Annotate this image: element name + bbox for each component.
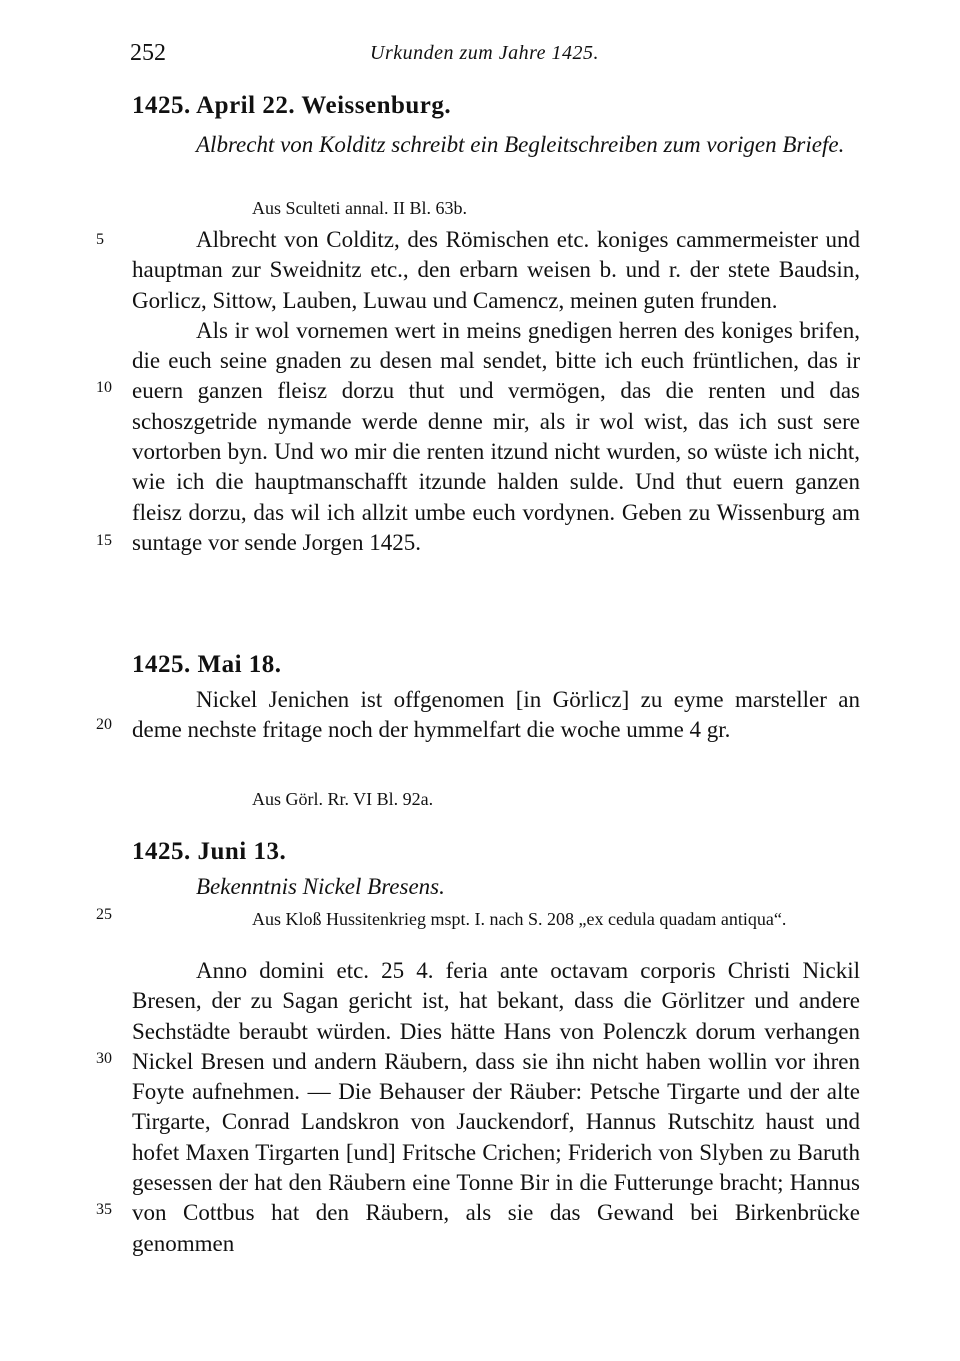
entry-summary-april-22: Albrecht von Kolditz schreibt ein Begleitschreiben zum vorigen Briefe. xyxy=(196,132,845,157)
entry-heading-juni-13: 1425. Juni 13. xyxy=(132,838,287,865)
entry-source-april-22: Aus Sculteti annal. II Bl. 63b. xyxy=(252,198,467,218)
page-number: 252 xyxy=(130,40,166,66)
entry-body-mai-18 xyxy=(132,685,860,746)
running-head xyxy=(130,40,860,74)
entry-body-april-22 xyxy=(132,225,860,558)
line-number-marker: 35 xyxy=(96,1201,112,1218)
entry-body-juni-13 xyxy=(132,956,860,1259)
record-paragraph: Nickel Jenichen ist offgenomen [in Görlicz] zu eyme marsteller an deme nechste fritage noch der hymmelfart die woche umme 4 gr. xyxy=(132,687,860,743)
line-number-marker: 30 xyxy=(96,1050,112,1067)
line-number-marker: 5 xyxy=(96,231,104,248)
line-number-marker: 15 xyxy=(96,532,112,549)
line-number-marker: 25 xyxy=(96,906,112,923)
entry-heading-mai-18: 1425. Mai 18. xyxy=(132,651,282,678)
line-number-marker: 20 xyxy=(96,716,112,733)
running-title: Urkunden zum Jahre 1425. xyxy=(370,42,600,64)
line-number-marker: 10 xyxy=(96,379,112,396)
letter-paragraph: Als ir wol vornemen wert in meins gnedigen herren des koniges brifen, die euch seine gnaden zu desen mal sendet, bitte ich euch früntlichen, das ir euern ganzen fleisz dorzu thut und vermögen, das die renten und das schoszgetride nymande werde denne mir, als ir wol wist, das ich sust sere vortorben byn. Und wo mir die renten itzund nicht wurden, so wüste ich nicht, wie ich die hauptmanschafft itzunde halden sulde. Und thut euern ganzen fleisz dorzu, das wil ich allzit umbe euch vordynen. Geben zu Wissenburg am suntage vor sende Jorgen 1425. xyxy=(132,317,860,555)
entry-heading-april-22: 1425. April 22. Weissenburg. xyxy=(132,92,452,119)
entry-source-juni-13: Aus Kloß Hussitenkrieg mspt. I. nach S. 208 „ex cedula quadam antiqua“. xyxy=(252,909,787,929)
entry-summary-juni-13: Bekenntnis Nickel Bresens. xyxy=(196,874,445,899)
address-paragraph: Albrecht von Colditz, des Römischen etc. koniges cammermeister und hauptman zur Sweidnitz etc., den erbarn weisen b. und r. der stete Baudsin, Gorlicz, Sittow, Lauben, Luwau und Camencz, meinen guten frunden. xyxy=(132,227,860,313)
confession-paragraph: Anno domini etc. 25 4. feria ante octavam corporis Christi Nickil Bresen, der zu Sagan gericht ist, hat bekant, dass die Görlitzer und andere Sechstädte beraubt würden. Dies hätte Hans von Polenczk dorum verhangen Nickel Bresen und andern Räubern, dass sie ihn nicht haben wollin vor ihren Foyte aufnehmen. — Die Behauser der Räuber: Petsche Tirgarte und der alte Tirgarte, Conrad Landskron von Jauckendorf, Hannus Rutschitz haust und hofet Maxen Tirgarten [und] Fritsche Crichen; Friderich von Slyben zu Baruth gesessen der hat den Räubern eine Tonne Bir in die Futterunge bracht; Hannus von Cottbus hat den Räubern, als sie das Gewand bei Birkenbrücke genommen xyxy=(132,958,860,1256)
entry-source-mai-18: Aus Görl. Rr. VI Bl. 92a. xyxy=(252,789,434,809)
